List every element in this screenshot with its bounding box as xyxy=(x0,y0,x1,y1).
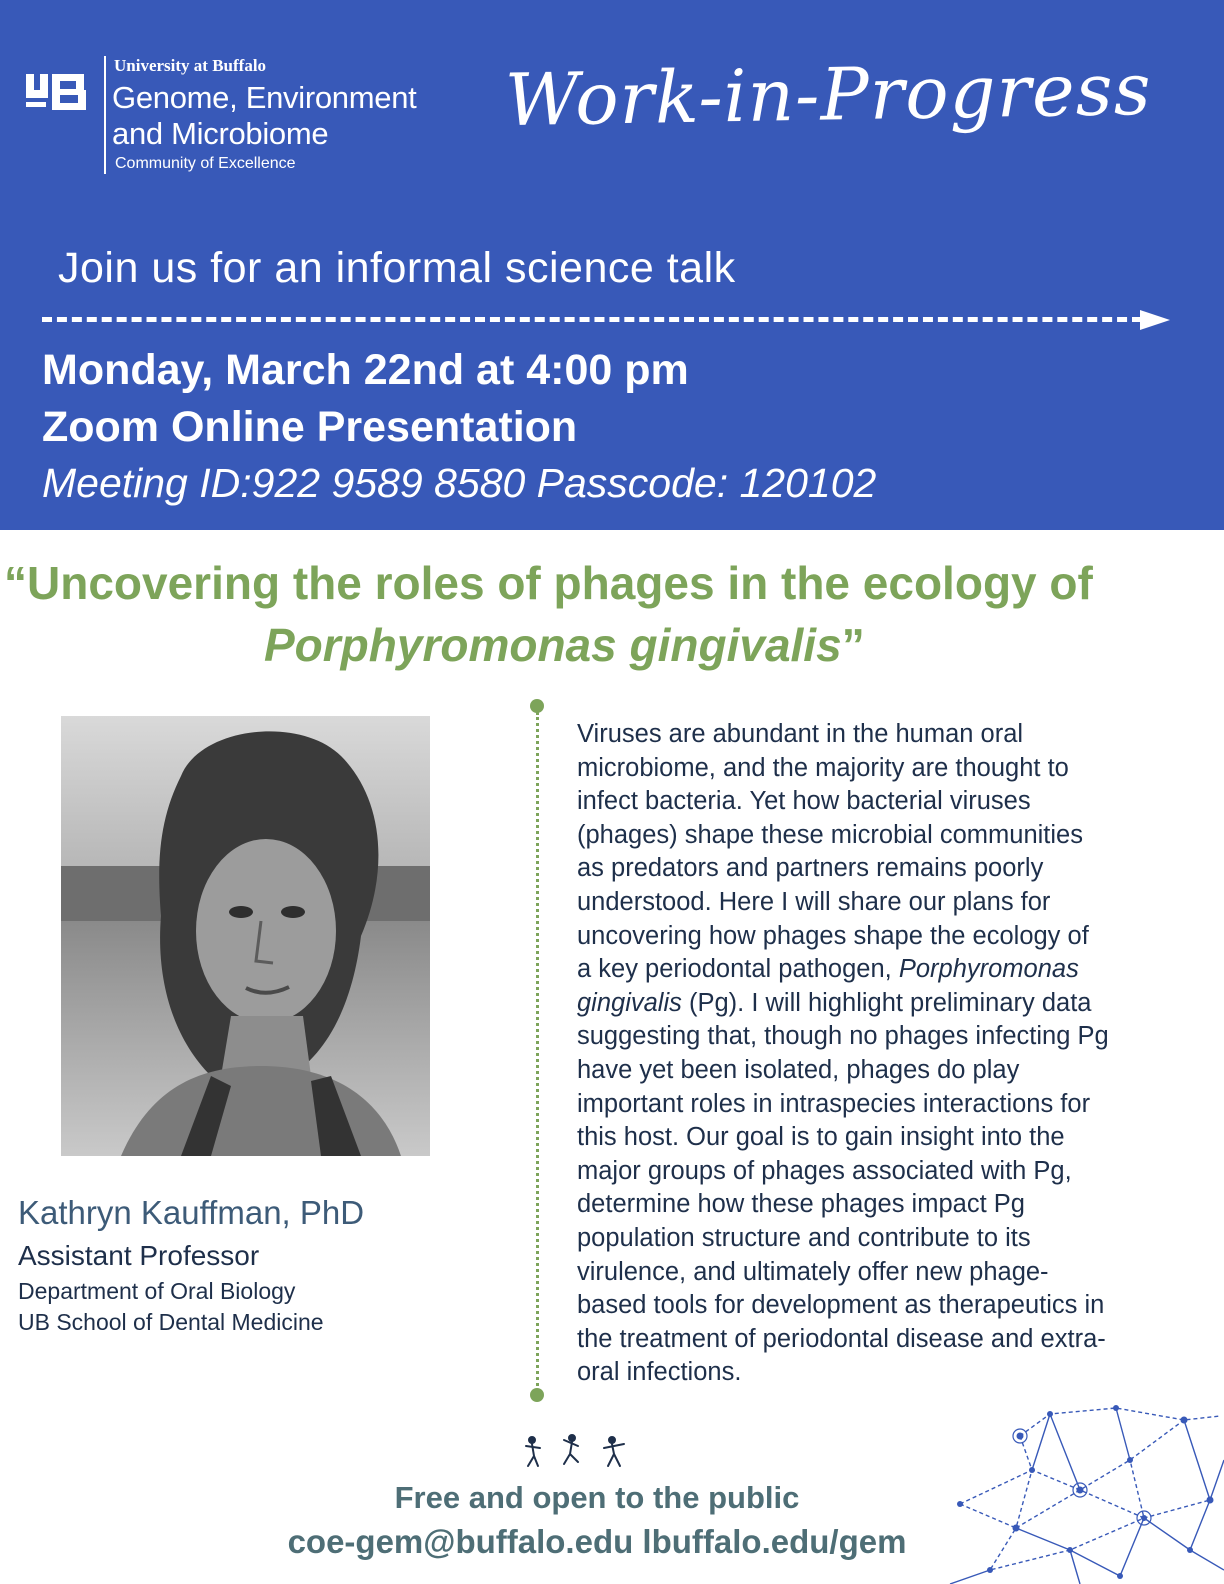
divider-bottom-dot xyxy=(530,1388,544,1402)
abstract-line: infect bacteria. Yet how bacterial viruses xyxy=(577,787,1031,816)
talk-title-line1: “Uncovering the roles of phages in the ecology of xyxy=(4,557,1093,609)
speaker-school: UB School of Dental Medicine xyxy=(18,1309,324,1335)
abstract-line: important roles in intraspecies interactions for xyxy=(577,1089,1091,1118)
abstract-line: microbiome, and the majority are thought to xyxy=(577,753,1069,782)
abstract-line: the treatment of periodontal disease and extra- xyxy=(577,1324,1106,1353)
abstract-line: major groups of phages associated with Pg, xyxy=(577,1156,1072,1185)
arrow-right-icon xyxy=(1140,310,1170,330)
meeting-details: Meeting ID:922 9589 8580 Passcode: 120102 xyxy=(42,460,877,506)
abstract-line: uncovering how phages shape the ecology of xyxy=(577,921,1089,950)
dancing-figures-icon xyxy=(520,1432,640,1472)
logo-divider xyxy=(104,56,106,174)
abstract-species: gingivalis xyxy=(577,988,682,1017)
abstract-line: suggesting that, though no phages infecting Pg xyxy=(577,1022,1109,1051)
abstract-line: oral infections. xyxy=(577,1358,742,1387)
logo-tagline: Community of Excellence xyxy=(115,155,296,172)
abstract-line: have yet been isolated, phages do play xyxy=(577,1055,1020,1084)
contact-info: coe-gem@buffalo.edu lbuffalo.edu/gem xyxy=(287,1523,907,1560)
talk-abstract xyxy=(577,718,1167,1390)
logo-line1: Genome, Environment xyxy=(112,80,417,115)
network-graph-icon xyxy=(930,1400,1224,1584)
talk-title-line2 xyxy=(264,614,865,676)
abstract-line: population structure and contribute to its xyxy=(577,1223,1031,1252)
abstract-line: Viruses are abundant in the human oral xyxy=(577,720,1024,748)
abstract-line xyxy=(577,987,1167,1021)
event-date-time: Monday, March 22nd at 4:00 pm xyxy=(42,346,689,394)
speaker-department: Department of Oral Biology xyxy=(18,1278,296,1304)
abstract-line: (phages) shape these microbial communities xyxy=(577,820,1083,849)
talk-title-closing-quote: ” xyxy=(841,619,865,671)
abstract-line: understood. Here I will share our plans for xyxy=(577,887,1051,916)
divider-top-dot xyxy=(530,699,544,713)
abstract-species: Porphyromonas xyxy=(898,955,1079,984)
abstract-text: a key periodontal pathogen, xyxy=(577,955,899,984)
abstract-line: as predators and partners remains poorly xyxy=(577,854,1044,883)
abstract-line: this host. Our goal is to gain insight into the xyxy=(577,1123,1065,1152)
speaker-portrait-image xyxy=(61,716,430,1156)
dashed-divider xyxy=(42,317,1142,322)
invitation-text: Join us for an informal science talk xyxy=(58,244,736,292)
abstract-line: virulence, and ultimately offer new phage- xyxy=(577,1257,1049,1286)
free-admission-note: Free and open to the public xyxy=(394,1480,800,1515)
logo-line2: and Microbiome xyxy=(112,116,329,151)
abstract-text: (Pg). I will highlight preliminary data xyxy=(681,988,1092,1017)
logo-university: University at Buffalo xyxy=(114,56,267,75)
ub-logo-icon xyxy=(26,72,96,112)
speaker-name: Kathryn Kauffman, PhD xyxy=(18,1194,365,1231)
script-title: Work-in-Progress xyxy=(504,46,1153,143)
speaker-title: Assistant Professor xyxy=(18,1240,260,1271)
abstract-line xyxy=(577,953,1167,987)
abstract-line: determine how these phages impact Pg xyxy=(577,1190,1025,1219)
speaker-photo xyxy=(61,716,430,1156)
header-banner xyxy=(0,0,1224,530)
event-venue: Zoom Online Presentation xyxy=(42,403,578,451)
abstract-line: based tools for development as therapeutics in xyxy=(577,1291,1105,1320)
talk-title-species: Porphyromonas gingivalis xyxy=(264,619,842,671)
vertical-dotted-divider xyxy=(536,712,539,1392)
